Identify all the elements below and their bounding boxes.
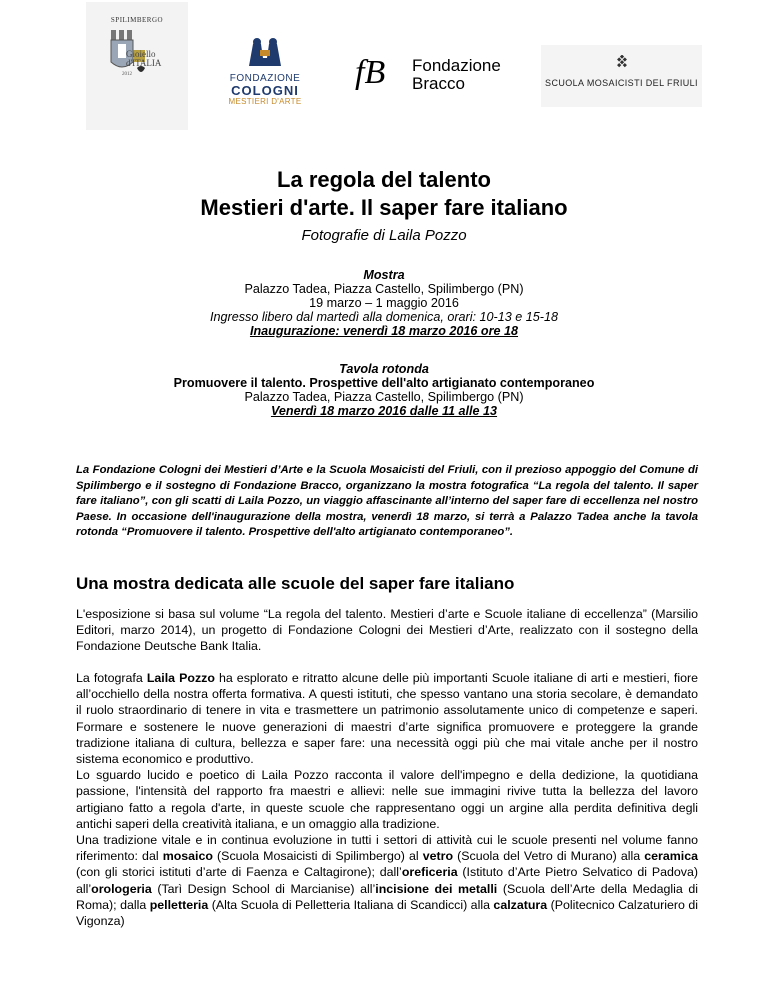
para2-bold: mosaico [162, 849, 213, 864]
para2-bold: orologeria [91, 881, 152, 896]
mostra-venue: Palazzo Tadea, Piazza Castello, Spilimbergo (PN) [244, 282, 524, 296]
spilimbergo-name [126, 50, 188, 68]
para2-text: (Politecnico Calzaturiero di Vigonza) [76, 897, 698, 929]
para2-bold: incisione dei metalli [375, 881, 498, 896]
para2-bold: oreficeria [401, 865, 458, 880]
para2-bold: pelletteria [149, 897, 209, 912]
spilimbergo-year: 2012 [122, 72, 132, 77]
tavola-date: Venerdì 18 marzo 2016 dalle 11 alle 13 [270, 404, 498, 418]
spilimbergo-name-line1: Gioiello [126, 49, 156, 59]
mosaic-icon [614, 55, 630, 71]
scuola-text: SCUOLA MOSAICISTI DEL FRIULI [545, 78, 698, 88]
logo-bar [0, 0, 768, 135]
cologni-line2: COLOGNI [231, 83, 299, 98]
mostra-inauguration: Inaugurazione: venerdì 18 marzo 2016 ore 18 [249, 324, 519, 338]
tavola-block [0, 362, 768, 418]
para2-text: ha esplorato e ritratto alcune delle più importanti Scuole italiane di arti e mestieri, fiore all’occhiello della nostra offerta formativa. A questi istituti, che spesso vantano una storia secolare, è demandato il ruolo straordinario di tenere in vita e trasmettere un patrimonio assolutamente unico di competenze e saperi. Formare e sostenere le nuove generazioni di maestri d’arte significa promuovere e proteggere la grande tradizione italiana di cultura, bellezza e saper fare: una necessità oggi più che mai vitale anche per il nostro sistema economico e produttivo. [76, 671, 698, 767]
mostra-heading: Mostra [363, 268, 405, 282]
para2-text: Lo sguardo lucido e poetico di Laila Pozzo racconta il valore dell'impegno e della dedizione, la quotidiana passione, l'intensità del rapporto fra maestri e allievi: nelle sue immagini rivive tutta la bellezza del lavoro artigiano fatto a regola d'arte, in queste scuole che rappresentano oggi un argine alla perdita definitiva degli antichi saperi della creatività italiana, e un omaggio alla tradizione. [76, 768, 698, 831]
bracco-logo [355, 53, 515, 98]
para2-bold: Laila Pozzo [146, 671, 215, 685]
spilimbergo-name-line2: d'ITALIA [126, 58, 162, 68]
paragraph-1: L'esposizione si basa sul volume “La regola del talento. Mestieri d’arte e Scuole italiane di eccellenza” (Marsilio Editori, marzo 2014), un progetto di Fondazione Cologni dei Mestieri d’Arte, realizzato con il sostegno della Fondazione Deutsche Bank Italia. [76, 607, 698, 654]
paragraph-2 [76, 670, 698, 929]
para2-text: La fotografa [76, 671, 147, 685]
intro-paragraph: La Fondazione Cologni dei Mestieri d’Arte e la Scuola Mosaicisti del Friuli, con il prezioso appoggio del Comune di Spilimbergo e il sostegno di Fondazione Bracco, organizzano la mostra fotografica “La regola del talento. Il saper fare italiano”, con gli scatti di Laila Pozzo, un viaggio affascinante all’interno del saper fare di eccellenza nel nostro Paese. In occasione dell'inaugurazione della mostra, venerdì 18 marzo, si terrà a Palazzo Tadea anche la tavola rotonda “Promuovere il talento. Prospettive dell'alto artigianato contemporaneo”. [76, 464, 698, 538]
section-heading: Una mostra dedicata alle scuole del saper fare italiano [76, 574, 515, 593]
mostra-dates: 19 marzo – 1 maggio 2016 [309, 296, 459, 310]
title-line2: Mestieri d'arte. Il saper fare italiano [200, 195, 568, 220]
spilimbergo-logo-text: SPILIMBERGO [110, 16, 164, 24]
title-line1: La regola del talento [277, 167, 491, 192]
para2-text: (Tarì Design School di Marcianise) all’ [151, 881, 376, 896]
para2-text: (Scuola dell’Arte della Medaglia di Roma); dalla [76, 881, 699, 912]
tavola-heading: Tavola rotonda [339, 362, 429, 376]
para2-bold: vetro [422, 849, 454, 864]
cologni-logo [225, 36, 305, 116]
scuola-mosaicisti-logo [541, 45, 702, 107]
bracco-mark: fB [355, 54, 386, 91]
cologni-line3: MESTIERI D'ARTE [228, 97, 302, 106]
spilimbergo-logo [86, 2, 188, 130]
para2-text: (con gli storici istituti d’arte di Faenza e Caltagirone); dall’ [76, 865, 402, 880]
subtitle: Fotografie di Laila Pozzo [301, 227, 467, 244]
para2-text: Una tradizione vitale e in continua evoluzione in tutti i settori di attività cui le scuole presenti nel volume fanno riferimento: dal [76, 833, 698, 864]
bracco-line2: Bracco [412, 74, 465, 93]
para2-bold: calzatura [493, 897, 548, 912]
tavola-venue: Palazzo Tadea, Piazza Castello, Spilimbergo (PN) [244, 390, 524, 404]
title-block [0, 166, 768, 246]
para2-text: (Istituto d’Arte Pietro Selvatico di Padova) all’ [76, 865, 698, 896]
cologni-emblem-icon [243, 36, 287, 68]
para2-text: (Scuola Mosaicisti di Spilimbergo) al [212, 849, 423, 864]
tavola-title: Promuovere il talento. Prospettive dell'alto artigianato contemporaneo [173, 376, 595, 390]
bracco-text [412, 57, 501, 93]
para2-bold: ceramica [644, 849, 698, 864]
mostra-hours: Ingresso libero dal martedì alla domenica, orari: 10-13 e 15-18 [210, 310, 558, 324]
para2-text: (Alta Scuola di Pelletteria Italiana di Scandicci) alla [208, 897, 494, 912]
mostra-block [0, 268, 768, 338]
cologni-line1: FONDAZIONE [229, 73, 301, 84]
bracco-line1: Fondazione [412, 56, 501, 75]
para2-text: (Scuola del Vetro di Murano) alla [453, 849, 645, 864]
